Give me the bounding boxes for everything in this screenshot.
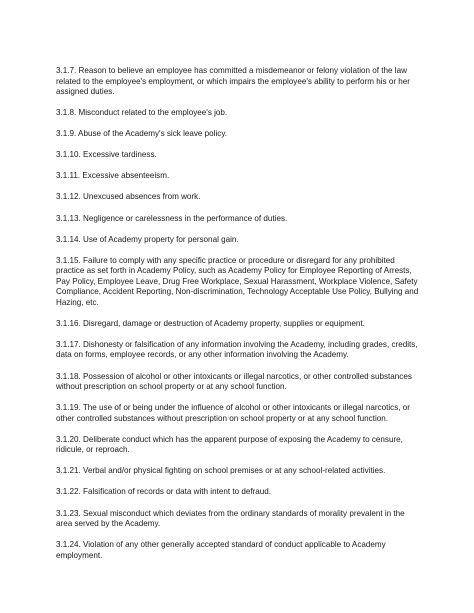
paragraph-3-1-12: 3.1.12. Unexcused absences from work. [56, 192, 201, 202]
paragraph-3-1-9: 3.1.9. Abuse of the Academy's sick leave policy. [56, 129, 228, 139]
paragraph-3-1-15: 3.1.15. Failure to comply with any specific practice or procedure or disregard for any prohibited practice as set forth in Academy Policy, such as Academy Policy for Employee Reporting of Arrests, Pay Policy, Employee Leave, Drug Free Workplace, Sexual Harassment, Workplace Violence, Safety Compliance, Accident Reporting, Non-discrimination, Technology Acceptable Use Policy, Bullying and Hazing, etc. [56, 255, 419, 307]
paragraph-3-1-8: 3.1.8. Misconduct related to the employee's job. [56, 108, 228, 118]
paragraph-3-1-23: 3.1.23. Sexual misconduct which deviates from the ordinary standards of morality prevalent in the area served by the Academy. [56, 508, 405, 528]
paragraph-3-1-17: 3.1.17. Dishonesty or falsification of any information involving the Academy, including grades, credits, data on forms, employee records, or any other information involving the Academy. [56, 339, 418, 360]
paragraph-3-1-19: 3.1.19. The use of or being under the influence of alcohol or other intoxicants or illegal narcotics, or other controlled substances without prescription on school property or at any school function. [56, 403, 410, 423]
paragraph-3-1-20: 3.1.20. Deliberate conduct which has the apparent purpose of exposing the Academy to censure, ridicule, or reproach. [56, 434, 403, 455]
paragraph-3-1-24: 3.1.24. Violation of any other generally accepted standard of conduct applicable to Academy employment. [56, 540, 386, 560]
paragraph-3-1-7: 3.1.7. Reason to believe an employee has committed a misdemeanor or felony violation of the law related to the employee's employment, or which impairs the employee's ability to perform his or her assigned duties. [56, 66, 410, 96]
paragraph-3-1-16: 3.1.16. Disregard, damage or destruction of Academy property, supplies or equipment. [56, 318, 365, 328]
document-body [56, 66, 422, 561]
paragraph-3-1-18: 3.1.18. Possession of alcohol or other intoxicants or illegal narcotics, or other controlled substances without prescription on school property or at any school function. [56, 371, 412, 392]
paragraph-3-1-11: 3.1.11. Excessive absenteeism. [56, 171, 170, 181]
paragraph-3-1-21: 3.1.21. Verbal and/or physical fighting on school premises or at any school-related activities. [56, 466, 386, 476]
paragraph-3-1-10: 3.1.10. Excessive tardiness. [56, 150, 157, 160]
paragraph-3-1-14: 3.1.14. Use of Academy property for personal gain. [56, 234, 239, 244]
paragraph-3-1-13: 3.1.13. Negligence or carelessness in the performance of duties. [56, 213, 288, 223]
paragraph-3-1-22: 3.1.22. Falsification of records or data with intent to defraud. [56, 487, 272, 497]
